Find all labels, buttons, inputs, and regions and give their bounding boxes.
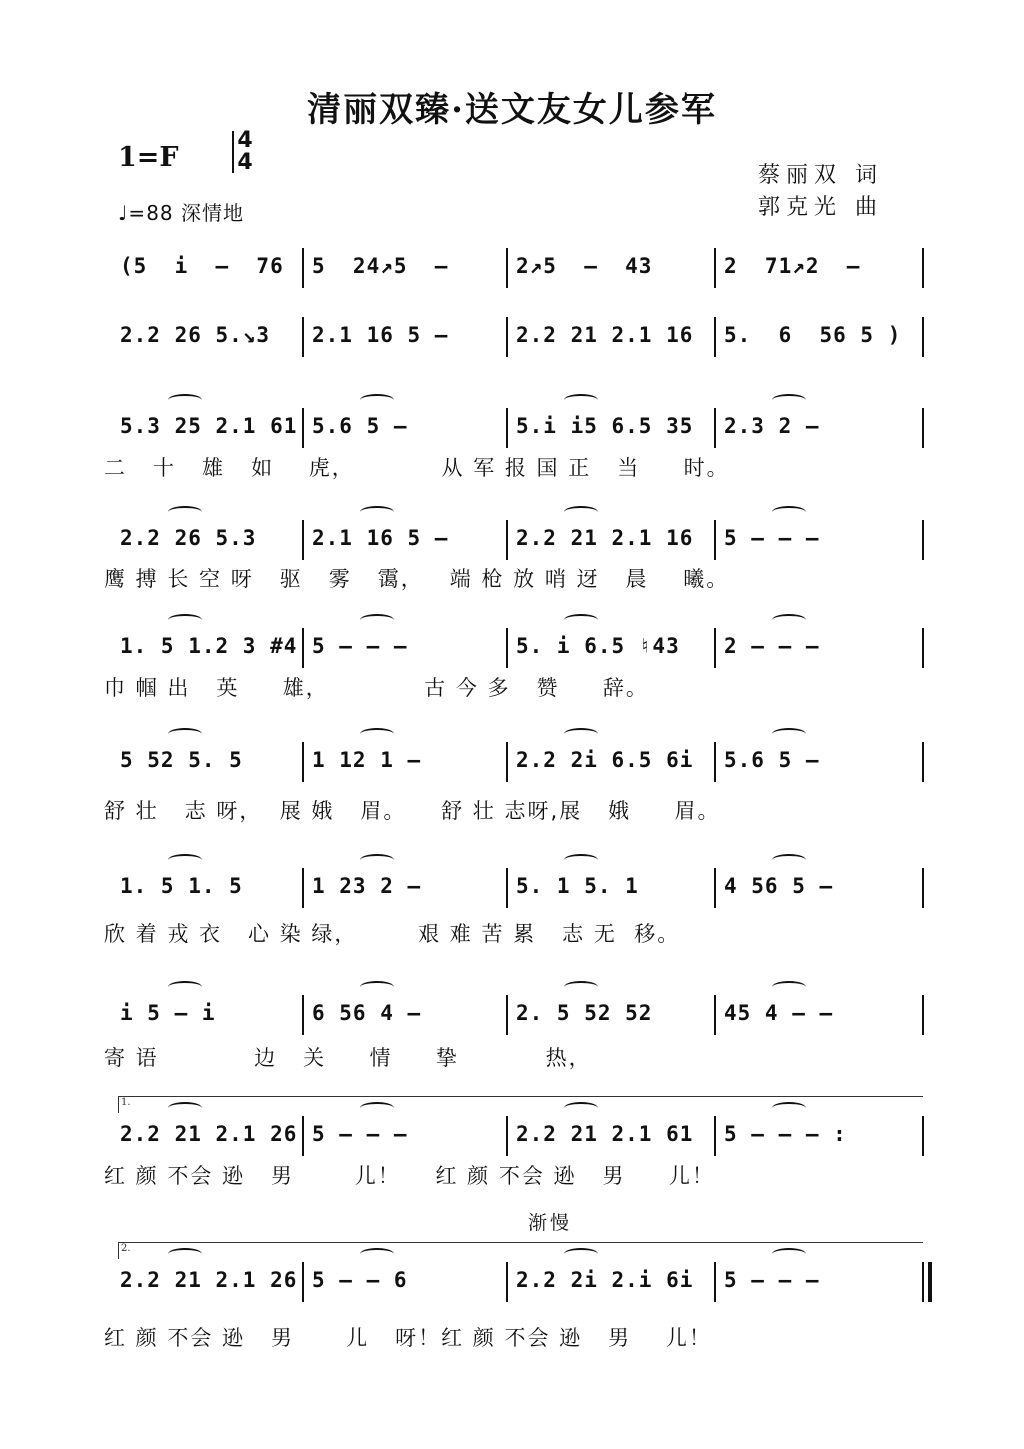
bar-line bbox=[506, 868, 508, 908]
bar-line bbox=[506, 408, 508, 448]
slur-mark bbox=[772, 728, 806, 740]
measure-notes: 5 – – – bbox=[312, 634, 408, 658]
bar-line bbox=[922, 995, 924, 1035]
slur-mark bbox=[564, 854, 598, 866]
lyricist-credit: 蔡丽双 词 bbox=[758, 163, 883, 188]
slur-mark bbox=[168, 394, 202, 406]
measure-notes: 1. 5 1. 5 bbox=[120, 874, 243, 898]
slur-mark bbox=[564, 728, 598, 740]
bar-line bbox=[714, 1262, 716, 1302]
measure-notes: 2.1 16 5 – bbox=[312, 526, 449, 550]
composer-credit: 郭克光 曲 bbox=[758, 195, 883, 220]
lyric-line: 二 十 雄 如 虎， 从 军 报 国 正 当 时。 bbox=[104, 456, 730, 480]
measure-notes: 2.2 21 2.1 16 bbox=[516, 323, 694, 347]
measure-notes: 2.1 16 5 – bbox=[312, 323, 449, 347]
score-line bbox=[108, 317, 924, 357]
bar-line bbox=[922, 520, 924, 560]
bar-line bbox=[302, 742, 304, 782]
bar-line bbox=[302, 1262, 304, 1302]
slur-mark bbox=[772, 981, 806, 993]
score-line bbox=[108, 408, 924, 448]
bar-line bbox=[302, 995, 304, 1035]
score-line bbox=[108, 1262, 924, 1302]
bar-line bbox=[302, 317, 304, 357]
measure-notes: 2 – – – bbox=[724, 634, 820, 658]
bar-line bbox=[714, 628, 716, 668]
bar-line bbox=[506, 1262, 508, 1302]
bar-line bbox=[302, 1116, 304, 1156]
measure-notes: 5 24↗5 – bbox=[312, 254, 449, 278]
slur-mark bbox=[564, 506, 598, 518]
final-bar-line bbox=[928, 1262, 932, 1302]
measure-notes: 2.3 2 – bbox=[724, 414, 820, 438]
bar-line bbox=[506, 248, 508, 288]
slur-mark bbox=[168, 728, 202, 740]
lyric-line: 红 颜 不会 逊 男 儿！ 红 颜 不会 逊 男 儿！ bbox=[104, 1164, 715, 1188]
volta-bracket bbox=[118, 1096, 923, 1113]
bar-line bbox=[922, 1116, 924, 1156]
measure-notes: 5 – – – bbox=[724, 526, 820, 550]
bar-line bbox=[302, 520, 304, 560]
bar-line bbox=[302, 868, 304, 908]
slur-mark bbox=[564, 981, 598, 993]
slur-mark bbox=[360, 728, 394, 740]
score-line bbox=[108, 742, 924, 782]
measure-notes: 5. i 6.5 ♮43 bbox=[516, 634, 680, 658]
measure-notes: i 5 – i bbox=[120, 1001, 216, 1025]
slur-mark bbox=[360, 614, 394, 626]
bar-line bbox=[714, 995, 716, 1035]
bar-line bbox=[302, 248, 304, 288]
score-line bbox=[108, 1116, 924, 1156]
slur-mark bbox=[168, 614, 202, 626]
bar-line bbox=[922, 1262, 924, 1302]
measure-notes: (5 i – 76 bbox=[120, 254, 284, 278]
slur-mark bbox=[772, 614, 806, 626]
key-signature: 1=F bbox=[118, 142, 179, 173]
bar-line bbox=[714, 1116, 716, 1156]
measure-notes: 2. 5 52 52 bbox=[516, 1001, 653, 1025]
bar-line bbox=[714, 520, 716, 560]
lyric-line: 寄 语 边 关 情 挚 热， bbox=[104, 1046, 592, 1070]
slur-mark bbox=[564, 394, 598, 406]
measure-notes: 5 – – – : bbox=[724, 1122, 847, 1146]
bar-line bbox=[714, 742, 716, 782]
slur-mark bbox=[168, 981, 202, 993]
slur-mark bbox=[168, 506, 202, 518]
bar-line bbox=[922, 868, 924, 908]
slur-mark bbox=[168, 854, 202, 866]
bar-line bbox=[922, 317, 924, 357]
score-line bbox=[108, 520, 924, 560]
bar-line bbox=[506, 1116, 508, 1156]
measure-notes: 2.2 26 5.3 bbox=[120, 526, 257, 550]
volta-number: 1. bbox=[121, 1097, 131, 1108]
score-line bbox=[108, 995, 924, 1035]
slur-mark bbox=[772, 506, 806, 518]
bar-line bbox=[714, 248, 716, 288]
measure-notes: 2.2 21 2.1 61 bbox=[516, 1122, 694, 1146]
bar-line bbox=[506, 520, 508, 560]
measure-notes: 2.2 21 2.1 26 bbox=[120, 1122, 298, 1146]
measure-notes: 2.2 21 2.1 26 bbox=[120, 1268, 298, 1292]
score-line bbox=[108, 248, 924, 288]
measure-notes: 2.2 2i 2.i 6i bbox=[516, 1268, 694, 1292]
bar-line bbox=[922, 408, 924, 448]
bar-line bbox=[922, 248, 924, 288]
lyric-line: 巾 帼 出 英 雄， 古 今 多 赞 辞。 bbox=[104, 676, 649, 700]
bar-line bbox=[302, 408, 304, 448]
measure-notes: 6 56 4 – bbox=[312, 1001, 422, 1025]
score-line bbox=[108, 868, 924, 908]
measure-notes: 2.2 2i 6.5 6i bbox=[516, 748, 694, 772]
bar-line bbox=[714, 408, 716, 448]
measure-notes: 5. 6 56 5 ) bbox=[724, 323, 902, 347]
tempo-marking: ♩=88 深情地 bbox=[118, 201, 244, 225]
measure-notes: 4 56 5 – bbox=[724, 874, 834, 898]
volta-bracket bbox=[118, 1242, 923, 1259]
bar-line bbox=[714, 868, 716, 908]
measure-notes: 5. 1 5. 1 bbox=[516, 874, 639, 898]
measure-notes: 5 – – – bbox=[312, 1122, 408, 1146]
lyric-line: 舒 壮 志 呀， 展 娥 眉。 舒 壮 志呀,展 娥 眉。 bbox=[104, 799, 721, 823]
score-title: 清丽双臻·送文友女儿参军 bbox=[307, 90, 717, 130]
volta-number: 2. bbox=[121, 1243, 131, 1254]
score-line bbox=[108, 628, 924, 668]
slur-mark bbox=[564, 614, 598, 626]
lyric-line: 鹰 搏 长 空 呀 驱 雾 霭， 端 枪 放 哨 迓 晨 曦。 bbox=[104, 567, 730, 591]
bar-line bbox=[506, 317, 508, 357]
measure-notes: 1 12 1 – bbox=[312, 748, 422, 772]
measure-notes: 5.3 25 2.1 61 bbox=[120, 414, 298, 438]
bar-line bbox=[506, 742, 508, 782]
bar-line bbox=[714, 317, 716, 357]
measure-notes: 2↗5 – 43 bbox=[516, 254, 653, 278]
slur-mark bbox=[360, 981, 394, 993]
bar-line bbox=[506, 628, 508, 668]
slur-mark bbox=[360, 506, 394, 518]
bar-line bbox=[922, 628, 924, 668]
bar-line bbox=[922, 742, 924, 782]
measure-notes: 45 4 – – bbox=[724, 1001, 834, 1025]
slur-mark bbox=[772, 854, 806, 866]
measure-notes: 1 23 2 – bbox=[312, 874, 422, 898]
measure-notes: 5 – – – bbox=[724, 1268, 820, 1292]
measure-notes: 5.6 5 – bbox=[312, 414, 408, 438]
measure-notes: 5 52 5. 5 bbox=[120, 748, 243, 772]
bar-line bbox=[506, 995, 508, 1035]
rit-marking: 渐慢 bbox=[528, 1212, 573, 1234]
lyric-line: 欣 着 戎 衣 心 染 绿， 艰 难 苦 累 志 无 移。 bbox=[104, 922, 681, 946]
measure-notes: 5.6 5 – bbox=[724, 748, 820, 772]
measure-notes: 2 71↗2 – bbox=[724, 254, 861, 278]
slur-mark bbox=[360, 394, 394, 406]
measure-notes: 2.2 26 5.↘3 bbox=[120, 323, 271, 347]
measure-notes: 1. 5 1.2 3 #4 bbox=[120, 634, 298, 658]
measure-notes: 5.i i5 6.5 35 bbox=[516, 414, 694, 438]
time-signature: 4 4 bbox=[232, 130, 258, 174]
measure-notes: 5 – – 6 bbox=[312, 1268, 408, 1292]
bar-line bbox=[302, 628, 304, 668]
slur-mark bbox=[360, 854, 394, 866]
lyric-line: 红 颜 不会 逊 男 儿 呀！红 颜 不会 逊 男 儿！ bbox=[104, 1326, 712, 1350]
slur-mark bbox=[772, 394, 806, 406]
measure-notes: 2.2 21 2.1 16 bbox=[516, 526, 694, 550]
